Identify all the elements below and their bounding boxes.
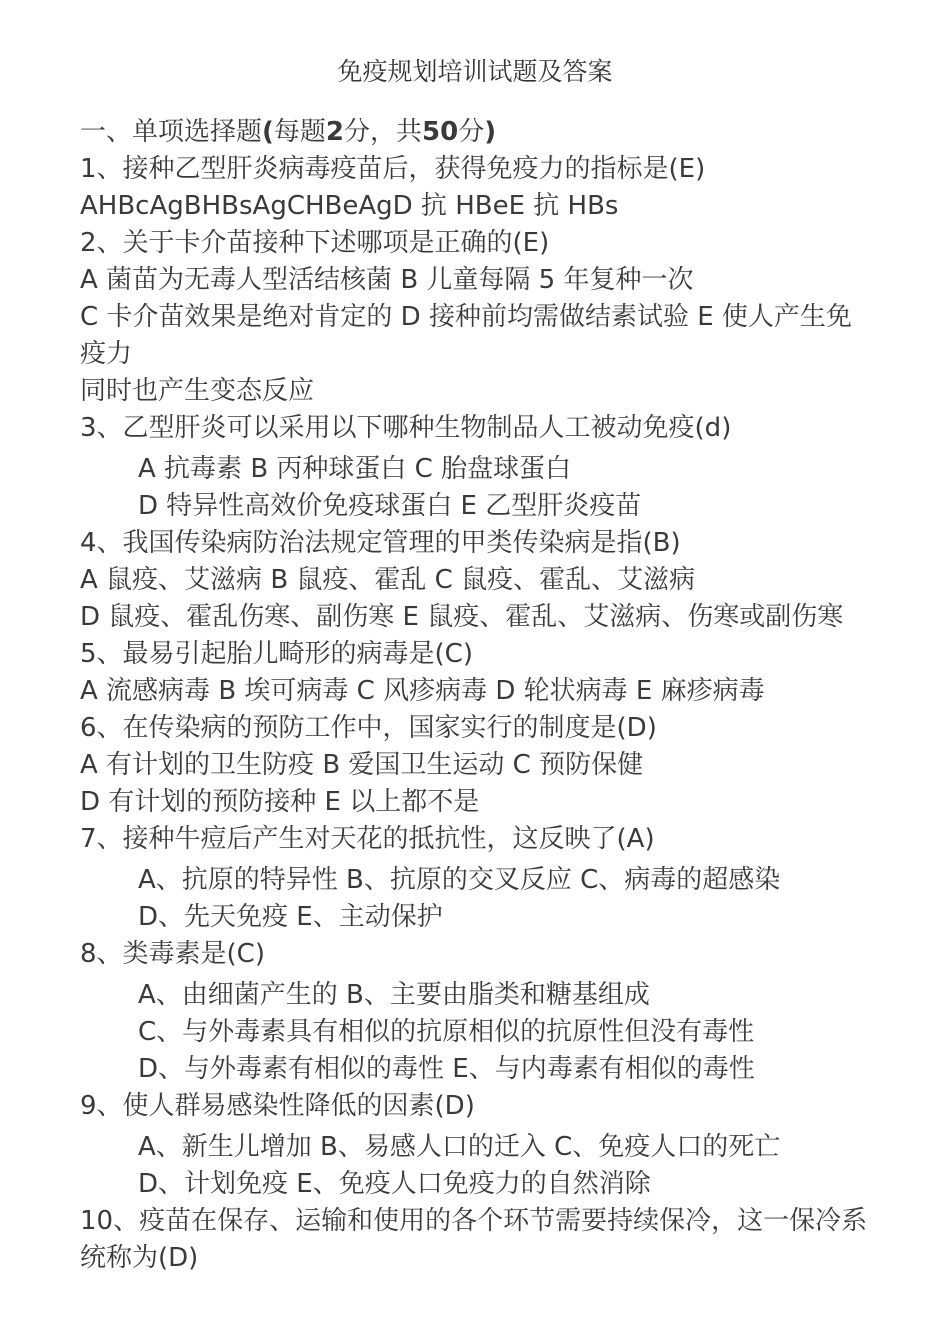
question-7-options-b: D、先天免疫 E、主动保护 [138,902,443,932]
question-8-options-a: A、由细菌产生的 B、主要由脂类和糖基组成 [138,980,650,1010]
question-8-options-b: C、与外毒素具有相似的抗原相似的抗原性但没有毒性 [138,1017,755,1047]
question-6-options-a: A 有计划的卫生防疫 B 爱国卫生运动 C 预防保健 [80,750,644,780]
question-5-options: A 流感病毒 B 埃可病毒 C 风疹病毒 D 轮状病毒 E 麻疹病毒 [80,676,765,706]
question-8-options-c: D、与外毒素有相似的毒性 E、与内毒素有相似的毒性 [138,1054,755,1084]
question-8: 8、类毒素是(C) [80,939,265,969]
question-5: 5、最易引起胎儿畸形的病毒是(C) [80,639,473,669]
section-heading [80,114,870,151]
question-4-options-a: A 鼠疫、艾滋病 B 鼠疫、霍乱 C 鼠疫、霍乱、艾滋病 [80,565,696,595]
section-points-total: 50 [422,117,459,147]
section-mid: 分，共 [344,117,423,147]
question-1: 1、接种乙型肝炎病毒疫苗后，获得免疫力的指标是(E) [80,154,706,184]
section-each: 每题 [273,117,326,147]
question-3: 3、乙型肝炎可以采用以下哪种生物制品人工被动免疫(d) [80,413,732,443]
question-9-options-a: A、新生儿增加 B、易感人口的迁入 C、免疫人口的死亡 [138,1132,781,1162]
document-title: 免疫规划培训试题及答案 [337,57,613,86]
document-body [80,114,870,1277]
question-1-options: AHBcAgBHBsAgCHBeAgD 抗 HBeE 抗 HBs [80,191,619,221]
question-2-options-a: A 菌苗为无毒人型活结核菌 B 儿童每隔 5 年复种一次 [80,265,694,295]
section-unit: 分 [458,117,485,147]
question-2-options-c: 同时也产生变态反应 [80,376,315,406]
question-6-options-b: D 有计划的预防接种 E 以上都不是 [80,787,480,817]
question-4-options-b: D 鼠疫、霍乱伤寒、副伤寒 E 鼠疫、霍乱、艾滋病、伤寒或副伤寒 [80,602,844,632]
question-10: 10、疫苗在保存、运输和使用的各个环节需要持续保冷，这一保冷系统称为(D) [80,1206,868,1273]
question-7-options-a: A、抗原的特异性 B、抗原的交叉反应 C、病毒的超感染 [138,865,781,895]
question-9: 9、使人群易感染性降低的因素(D) [80,1091,475,1121]
question-9-options-b: D、计划免疫 E、免疫人口免疫力的自然消除 [138,1169,651,1199]
question-2-options-b: C 卡介苗效果是绝对肯定的 D 接种前均需做结素试验 E 使人产生免疫力 [80,302,852,369]
section-paren-open: ( [262,117,274,147]
question-4: 4、我国传染病防治法规定管理的甲类传染病是指(B) [80,528,681,558]
question-2: 2、关于卡介苗接种下述哪项是正确的(E) [80,228,550,258]
question-6: 6、在传染病的预防工作中，国家实行的制度是(D) [80,713,657,743]
question-3-options-a: A 抗毒素 B 丙种球蛋白 C 胎盘球蛋白 [138,454,572,484]
section-points-each: 2 [325,117,345,147]
section-prefix: 一、单项选择题 [80,117,263,147]
question-7: 7、接种牛痘后产生对天花的抵抗性，这反映了(A) [80,824,655,854]
question-3-options-b: D 特异性高效价免疫球蛋白 E 乙型肝炎疫苗 [138,491,642,521]
section-paren-close: ) [484,117,497,147]
